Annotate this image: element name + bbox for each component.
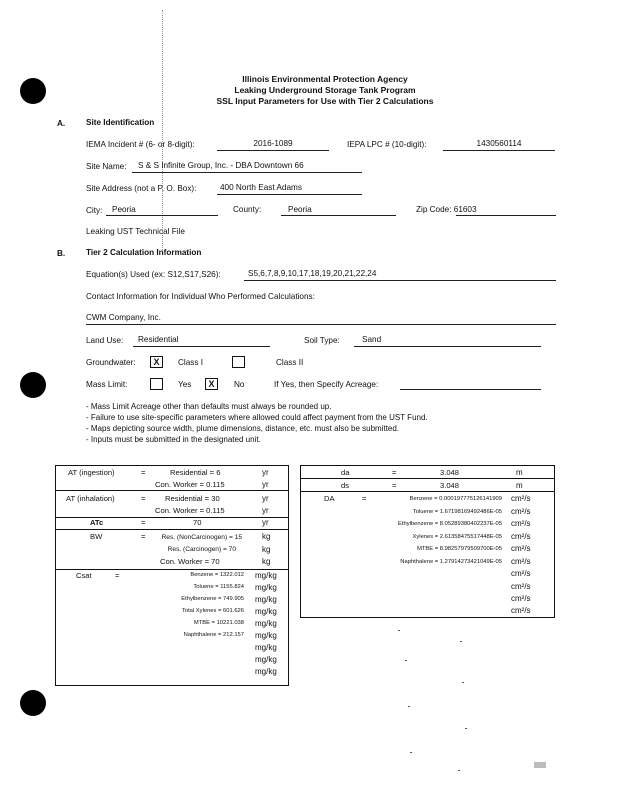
section-a-title: Site Identification [86, 118, 155, 127]
at-ingestion-con-worker: Con. Worker = 0.115 [155, 480, 225, 489]
csat-total-xylenes: Total Xylenes = 601.626 [181, 608, 244, 614]
lpc-underline [443, 150, 555, 151]
unit-cm2-s: cm²/s [511, 594, 531, 603]
acreage-label: If Yes, then Specify Acreage: [274, 380, 379, 389]
unit-mg-kg: mg/kg [255, 571, 277, 580]
land-use-underline [133, 346, 270, 347]
no-label: No [234, 380, 245, 389]
csat-naphthalene: Naphthalene = 212.157 [183, 632, 244, 638]
da-ethylbenzene: Ethylbenzene = 8.05289380402237E-05 [398, 521, 502, 527]
scan-speck [460, 641, 462, 642]
yes-checkbox[interactable] [150, 378, 163, 390]
at-ingestion-residential: Residential = 6 [170, 468, 221, 477]
unit-mg-kg: mg/kg [255, 643, 277, 652]
contact-value: CWM Company, Inc. [86, 313, 161, 322]
row-divider [56, 490, 288, 491]
scan-speck [410, 752, 412, 753]
section-b-letter: B. [57, 249, 66, 258]
iema-underline [217, 150, 329, 151]
acreage-underline [400, 389, 541, 390]
unit-yr: yr [262, 468, 269, 477]
scan-speck [398, 630, 400, 631]
scan-speck [408, 706, 410, 707]
bw-con-worker: Con. Worker = 70 [160, 557, 220, 566]
unit-cm2-s: cm²/s [511, 544, 531, 553]
binder-hole-bottom [20, 690, 46, 716]
at-ingestion-label: AT (ingestion) [68, 468, 115, 477]
class1-label: Class I [178, 358, 204, 367]
county-underline [281, 215, 396, 216]
unit-mg-kg: mg/kg [255, 595, 277, 604]
agency-title: Illinois Environmental Protection Agency [242, 74, 408, 84]
unit-kg: kg [262, 557, 271, 566]
city-value: Peoria [112, 205, 136, 214]
unit-mg-kg: mg/kg [255, 607, 277, 616]
csat-mtbe: MTBE = 10221.038 [193, 620, 244, 626]
equals-sign: = [141, 494, 146, 503]
equations-underline [244, 280, 556, 281]
csat-toluene: Toluene = 1155.824 [193, 584, 244, 590]
soil-type-label: Soil Type: [304, 336, 340, 345]
unit-cm2-s: cm²/s [511, 582, 531, 591]
ds-value: 3.048 [440, 481, 460, 490]
row-divider [301, 478, 554, 479]
note-inputs: - Inputs must be submitted in the designated unit. [86, 435, 261, 444]
unit-cm2-s: cm²/s [511, 532, 531, 541]
county-label: County: [233, 205, 262, 214]
bw-label: BW [90, 532, 103, 541]
unit-yr: yr [262, 480, 269, 489]
form-subtitle: SSL Input Parameters for Use with Tier 2 Calculations [216, 96, 434, 106]
scan-speck [462, 682, 464, 683]
groundwater-label: Groundwater: [86, 358, 136, 367]
land-use-label: Land Use: [86, 336, 124, 345]
unit-cm2-s: cm²/s [511, 494, 531, 503]
city-underline [106, 215, 218, 216]
class2-label: Class II [276, 358, 304, 367]
site-name-underline [132, 172, 362, 173]
contact-underline [86, 324, 556, 325]
unit-cm2-s: cm²/s [511, 507, 531, 516]
equations-label: Equation(s) Used (ex: S12,S17,S26): [86, 270, 221, 279]
unit-m: m [516, 481, 523, 490]
da-label: da [341, 468, 350, 477]
class1-checkbox[interactable]: X [150, 356, 163, 368]
atc-value: 70 [193, 518, 202, 527]
equals-sign: = [141, 518, 146, 527]
technical-file-label: Leaking UST Technical File [86, 227, 185, 236]
equals-sign: = [115, 571, 120, 580]
contact-label: Contact Information for Individual Who Performed Calculations: [86, 292, 315, 301]
bw-carcinogen: Res. (Carcinogen) = 70 [167, 546, 236, 553]
row-divider [301, 491, 554, 492]
row-divider [56, 529, 288, 530]
binder-hole-middle [20, 372, 46, 398]
note-maps: - Maps depicting source width, plume dimensions, distance, etc. must also be submitted. [86, 424, 400, 433]
site-name-value: S & S Infinite Group, Inc. - DBA Downtown 66 [138, 161, 304, 170]
unit-cm2-s: cm²/s [511, 606, 531, 615]
unit-mg-kg: mg/kg [255, 619, 277, 628]
csat-benzene: Benzene = 1322.012 [190, 572, 244, 578]
row-divider [56, 569, 288, 570]
address-label: Site Address (not a P. O. Box): [86, 184, 197, 193]
no-checkbox[interactable]: X [205, 378, 218, 390]
zip-underline [456, 215, 556, 216]
unit-yr: yr [262, 494, 269, 503]
unit-kg: kg [262, 532, 271, 541]
at-inhalation-label: AT (inhalation) [66, 494, 115, 503]
scan-speck [458, 770, 460, 771]
section-b-title: Tier 2 Calculation Information [86, 248, 202, 257]
program-title: Leaking Underground Storage Tank Program [234, 85, 416, 95]
lpc-label: IEPA LPC # (10-digit): [347, 140, 427, 149]
county-value: Peoria [288, 205, 312, 214]
bw-noncarcinogen: Res. (NonCarcinogen) = 15 [161, 534, 242, 541]
address-underline [217, 194, 362, 195]
site-name-label: Site Name: [86, 162, 127, 171]
at-inhalation-residential: Residential = 30 [165, 494, 220, 503]
atc-label: ATc [90, 518, 104, 527]
section-a-letter: A. [57, 119, 66, 128]
soil-type-underline [354, 346, 541, 347]
mass-limit-label: Mass Limit: [86, 380, 128, 389]
at-inhalation-con-worker: Con. Worker = 0.115 [155, 506, 225, 515]
csat-ethylbenzene: Ethylbenzene = 749.905 [181, 596, 244, 602]
iema-label: IEMA Incident # (6- or 8-digit): [86, 140, 195, 149]
da-xylenes: Xylenes = 2.61358475517448E-05 [412, 534, 502, 540]
scan-mark [534, 762, 546, 768]
land-use-value: Residential [138, 335, 179, 344]
unit-mg-kg: mg/kg [255, 655, 277, 664]
equals-sign: = [392, 468, 397, 477]
diffusivity-label: DA [324, 494, 335, 503]
unit-kg: kg [262, 545, 271, 554]
da-mtbe: MTBE = 8.98257979509700E-05 [417, 546, 502, 552]
iema-value: 2016-1089 [253, 139, 293, 148]
address-value: 400 North East Adams [220, 183, 302, 192]
class2-checkbox[interactable] [232, 356, 245, 368]
scan-speck [465, 728, 467, 729]
unit-mg-kg: mg/kg [255, 667, 277, 676]
note-site-specific: - Failure to use site-specific parameters where allowed could affect payment from the UST Fund. [86, 413, 428, 422]
equations-value: S5,6,7,8,9,10,17,18,19,20,21,22,24 [248, 269, 377, 278]
ds-label: ds [341, 481, 350, 490]
city-label: City: [86, 206, 103, 215]
unit-cm2-s: cm²/s [511, 519, 531, 528]
da-benzene: Benzene = 0.000197775126141909 [409, 496, 502, 502]
unit-cm2-s: cm²/s [511, 557, 531, 566]
lpc-value: 1430560114 [476, 139, 522, 148]
soil-type-value: Sand [362, 335, 382, 344]
equals-sign: = [141, 468, 146, 477]
unit-cm2-s: cm²/s [511, 569, 531, 578]
unit-mg-kg: mg/kg [255, 583, 277, 592]
csat-label: Csat [76, 571, 92, 580]
scan-speck [405, 660, 407, 661]
equals-sign: = [141, 532, 146, 541]
scan-artifact-line [162, 10, 163, 250]
unit-yr: yr [262, 506, 269, 515]
note-mass-limit: - Mass Limit Acreage other than defaults must always be rounded up. [86, 402, 332, 411]
yes-label: Yes [178, 380, 192, 389]
equals-sign: = [392, 481, 397, 490]
unit-mg-kg: mg/kg [255, 631, 277, 640]
unit-m: m [516, 468, 523, 477]
unit-yr: yr [262, 518, 269, 527]
da-value: 3.048 [440, 468, 460, 477]
da-naphthalene: Naphthalene = 1.27914273421049E-05 [400, 559, 502, 565]
zip-label: Zip Code: 61603 [416, 205, 477, 214]
da-toluene: Toluene = 1.67198169492486E-05 [412, 509, 502, 515]
equals-sign: = [362, 494, 367, 503]
